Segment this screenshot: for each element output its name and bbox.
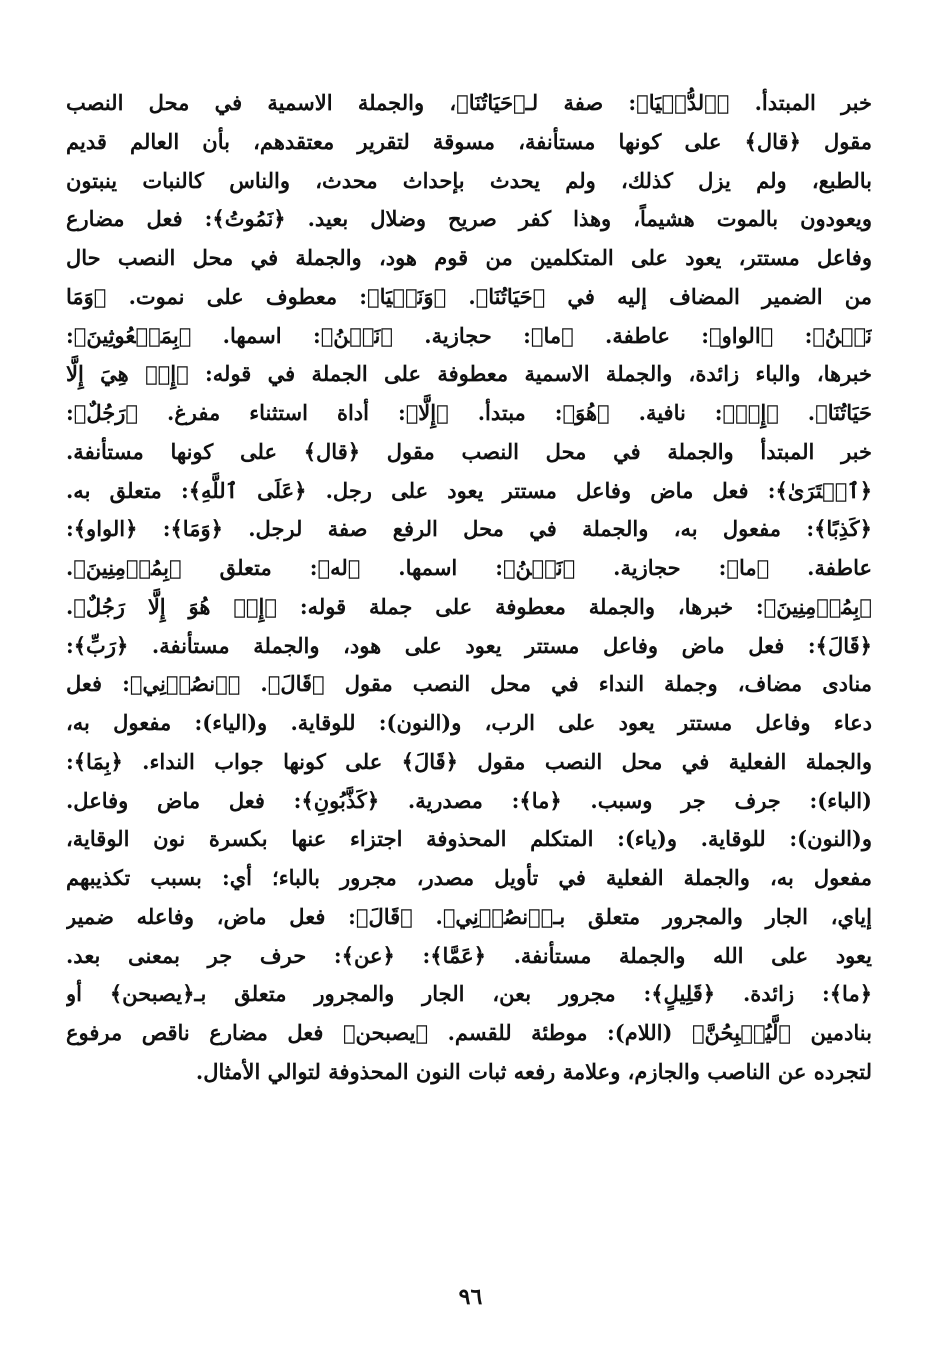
text-line: و(النون): للوقاية. و(ياء): المتكلم المحذوفة اجتزاء عنها بكسرة نون الوقاية، [66,826,872,852]
text-line: منادى مضاف، وجملة النداء في محل النصب مقول ﴿قَالَ﴾. ﴿ٱنصُرۡنِي﴾: فعل [66,671,872,697]
text-line: خبر المبتدأ والجملة في محل النصب مقول ﴿قال﴾ على كونها مستأنفة. [66,438,872,464]
text-line: دعاء وفاعل مستتر يعود على الرب، و(النون): للوقاية. و(الياء): مفعول به، [66,710,872,735]
text-line: ﴿كَذِبًا﴾: مفعول به، والجملة في محل الرفع صفة لرجل. ﴿وَمَا﴾: ﴿الواو﴾: [66,516,872,542]
text-line: نَحۡنُ﴾: ﴿الواو﴾: عاطفة. ﴿ما﴾: حجازية. ﴿نَحۡنُ﴾: اسمها. ﴿بِمَبۡعُوثِينَ﴾: [66,322,872,348]
text-line: خبر المبتدأ. ﴿ٱلدُّنۡيَا﴾: صفة لـ﴿حَيَاتُنَا﴾، والجملة الاسمية في محل النصب [66,90,872,115]
text-line: من الضمير المضاف إليه في ﴿حَيَاتُنَا﴾. ﴿وَنَحۡيَا﴾: معطوف على نموت. ﴿وَمَا [66,283,872,309]
text-line: حَيَاتُنَا﴾. ﴿إِنۡ﴾: نافية. ﴿هُوَ﴾: مبتدأ. ﴿إِلَّا﴾: أداة استثناء مفرغ. ﴿رَجُلٌ﴾: [66,400,872,425]
text-line: عاطفة. ﴿ما﴾: حجازية. ﴿نَحۡنُ﴾: اسمها. ﴿له﴾: متعلق ﴿بِمُؤۡمِنِينَ﴾. [66,555,872,580]
text-line: لتجرده عن الناصب والجازم، وعلامة رفعه ثبات النون المحذوفة لتوالي الأمثال. [195,1058,872,1084]
text-line: بالطبع، ولم يزل كذلك، ولم يحدث بإحداث محدث، والناس كالنبات ينبتون [66,167,872,193]
page-body-text [66,84,872,1092]
text-line: خبرها، والباء زائدة، والجملة الاسمية معطوفة على الجملة في قوله: ﴿إِنۡ هِيَ إِلَّا [66,361,872,387]
text-line: ﴿ٱفۡتَرَىٰ﴾: فعل ماض وفاعل مستتر يعود على رجل. ﴿عَلَى ٱللَّهِ﴾: متعلق به. [66,477,872,503]
text-line: ويعودون بالموت هشيماً، وهذا كفر صريح وضلال بعيد. ﴿نَمُوتُ﴾: فعل مضارع [66,206,872,232]
text-line: مفعول به، والجملة الفعلية في تأويل مصدر، مجرور بالباء؛ أي: بسبب تكذيبهم [66,865,872,890]
text-line: ﴿بِمُؤۡمِنِينَ﴾: خبرها، والجملة معطوفة على جملة قوله: ﴿إِنۡ هُوَ إِلَّا رَجُلٌ﴾. [66,593,872,619]
text-line: ﴿قَالَ﴾: فعل ماض وفاعل مستتر يعود على هود، والجملة مستأنفة. ﴿رَبِّ﴾: [66,632,872,658]
text-line: (الباء): جرف جر وسبب. ﴿ما﴾: مصدرية. ﴿كَذَّبُونِ﴾: فعل ماض وفاعل. [66,787,872,813]
text-line: يعود على الله والجملة مستأنفة. ﴿عَمَّا﴾: ﴿عن﴾: حرف جر بمعنى بعد. [66,942,872,968]
text-line: إياي، الجار والمجرور متعلق بـ﴿ٱنصُرۡنِي﴾. ﴿قَالَ﴾: فعل ماض، وفاعله ضمير [66,903,872,929]
text-line: وفاعل مستتر، يعود على المتكلمين من قوم هود، والجملة في محل النصب حال [66,245,872,270]
text-line: بنادمين ﴿لَّيُصۡبِحُنَّ﴾ (اللام): موطئة للقسم. ﴿يصبحن﴾ فعل مضارع ناقص مرفوع [66,1020,872,1045]
text-line: ﴿ما﴾: زائدة. ﴿قَلِيلٍ﴾: مجرور بعن، الجار والمجرور متعلق بـ﴿يصبحن﴾ أو [66,981,872,1007]
text-line: والجملة الفعلية في محل النصب مقول ﴿قَالَ﴾ على كونها جواب النداء. ﴿بِمَا﴾: [66,748,872,774]
page-number: ٩٦ [458,1284,483,1310]
text-line: مقول ﴿قال﴾ على كونها مستأنفة، مسوقة لتقرير معتقدهم، بأن العالم قديم [66,128,872,154]
